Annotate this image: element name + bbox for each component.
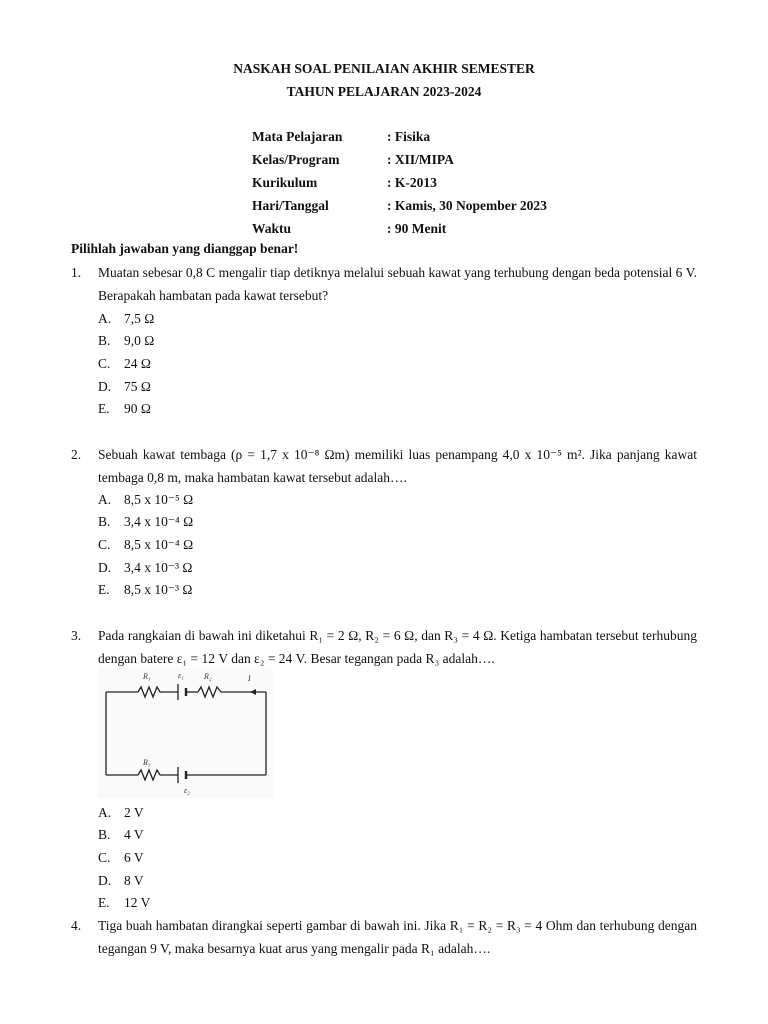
option-text: 3,4 x 10⁻³ Ω — [124, 560, 193, 575]
academic-year-title: TAHUN PELAJARAN 2023-2024 — [286, 84, 482, 99]
question-number: 2. — [71, 447, 82, 462]
info-label: Mata Pelajaran — [252, 129, 343, 144]
option-text: 6 V — [124, 850, 144, 865]
option-letter: B. — [98, 333, 111, 348]
label-r1: R₁ — [143, 672, 151, 681]
option-text: 2 V — [124, 805, 144, 820]
label-r2: R₂ — [204, 672, 212, 681]
option-letter: A. — [98, 805, 112, 820]
question-text: Pada rangkaian di bawah ini diketahui R₁ = 2 Ω, R₂ = 6 Ω, dan R₃ = 4 Ω. Ketiga hambatan tersebut terhubung dengan batere ε₁ = 12 V dan ε₂ = 24 V. Besar tegangan pada R₃ adalah…. — [98, 628, 697, 666]
question-number: 1. — [71, 265, 82, 280]
option-d — [98, 560, 192, 576]
document-title: NASKAH SOAL PENILAIAN AKHIR SEMESTER — [233, 61, 535, 76]
label-i: I — [248, 674, 251, 683]
option-text: 4 V — [124, 827, 144, 842]
question-number: 3. — [71, 628, 82, 643]
info-label: Kurikulum — [252, 175, 318, 190]
label-e2: ε₂ — [184, 786, 190, 795]
option-text: 8,5 x 10⁻³ Ω — [124, 582, 193, 597]
option-letter: C. — [98, 537, 111, 552]
option-text: 12 V — [124, 895, 151, 910]
option-text: 24 Ω — [124, 356, 151, 371]
option-e — [98, 582, 192, 598]
option-letter: C. — [98, 850, 111, 865]
option-letter: B. — [98, 827, 111, 842]
info-label: Waktu — [252, 221, 292, 236]
option-letter: D. — [98, 560, 112, 575]
info-label: Kelas/Program — [252, 152, 340, 167]
info-value: : 90 Menit — [387, 221, 447, 236]
option-letter: A. — [98, 311, 112, 326]
option-letter: D. — [98, 873, 112, 888]
option-text: 8 V — [124, 873, 144, 888]
option-a — [98, 492, 193, 508]
label-r3: R₃ — [143, 758, 151, 767]
option-a — [98, 311, 154, 327]
option-letter: C. — [98, 356, 111, 371]
option-text: 7,5 Ω — [124, 311, 155, 326]
option-a — [98, 805, 144, 821]
label-e1: ε₁ — [178, 671, 184, 680]
info-value: : Kamis, 30 Nopember 2023 — [387, 198, 547, 213]
info-label: Hari/Tanggal — [252, 198, 329, 213]
option-c — [98, 537, 193, 553]
option-letter: E. — [98, 895, 110, 910]
option-c — [98, 356, 151, 372]
info-value: : Fisika — [387, 129, 431, 144]
option-letter: A. — [98, 492, 112, 507]
info-value: : XII/MIPA — [387, 152, 454, 167]
option-e — [98, 895, 150, 911]
option-e — [98, 401, 151, 417]
info-value: : K-2013 — [387, 175, 437, 190]
option-text: 8,5 x 10⁻⁴ Ω — [124, 537, 194, 552]
option-text: 75 Ω — [124, 379, 151, 394]
question-number: 4. — [71, 918, 82, 933]
option-letter: B. — [98, 514, 111, 529]
option-letter: E. — [98, 401, 110, 416]
question-text: Tiga buah hambatan dirangkai seperti gambar di bawah ini. Jika R₁ = R₂ = R₃ = 4 Ohm dan terhubung dengan tegangan 9 V, maka besarnya kuat arus yang mengalir pada R₁ adalah…. — [98, 918, 697, 956]
circuit-diagram — [98, 668, 273, 798]
option-letter: E. — [98, 582, 110, 597]
option-letter: D. — [98, 379, 112, 394]
question-text: Sebuah kawat tembaga (ρ = 1,7 x 10⁻⁸ Ωm) memiliki luas penampang 4,0 x 10⁻⁵ m². Jika panjang kawat tembaga 0,8 m, maka hambatan kawat tersebut adalah…. — [98, 447, 697, 485]
instruction: Pilihlah jawaban yang dianggap benar! — [71, 241, 299, 256]
option-b — [98, 827, 144, 843]
option-b — [98, 333, 154, 349]
option-d — [98, 873, 144, 889]
option-text: 3,4 x 10⁻⁴ Ω — [124, 514, 194, 529]
option-text: 9,0 Ω — [124, 333, 155, 348]
option-c — [98, 850, 144, 866]
option-text: 8,5 x 10⁻⁵ Ω — [124, 492, 194, 507]
question-text: Muatan sebesar 0,8 C mengalir tiap detiknya melalui sebuah kawat yang terhubung dengan beda potensial 6 V. Berapakah hambatan pada kawat tersebut? — [98, 265, 697, 303]
option-d — [98, 379, 151, 395]
option-b — [98, 514, 193, 530]
option-text: 90 Ω — [124, 401, 151, 416]
